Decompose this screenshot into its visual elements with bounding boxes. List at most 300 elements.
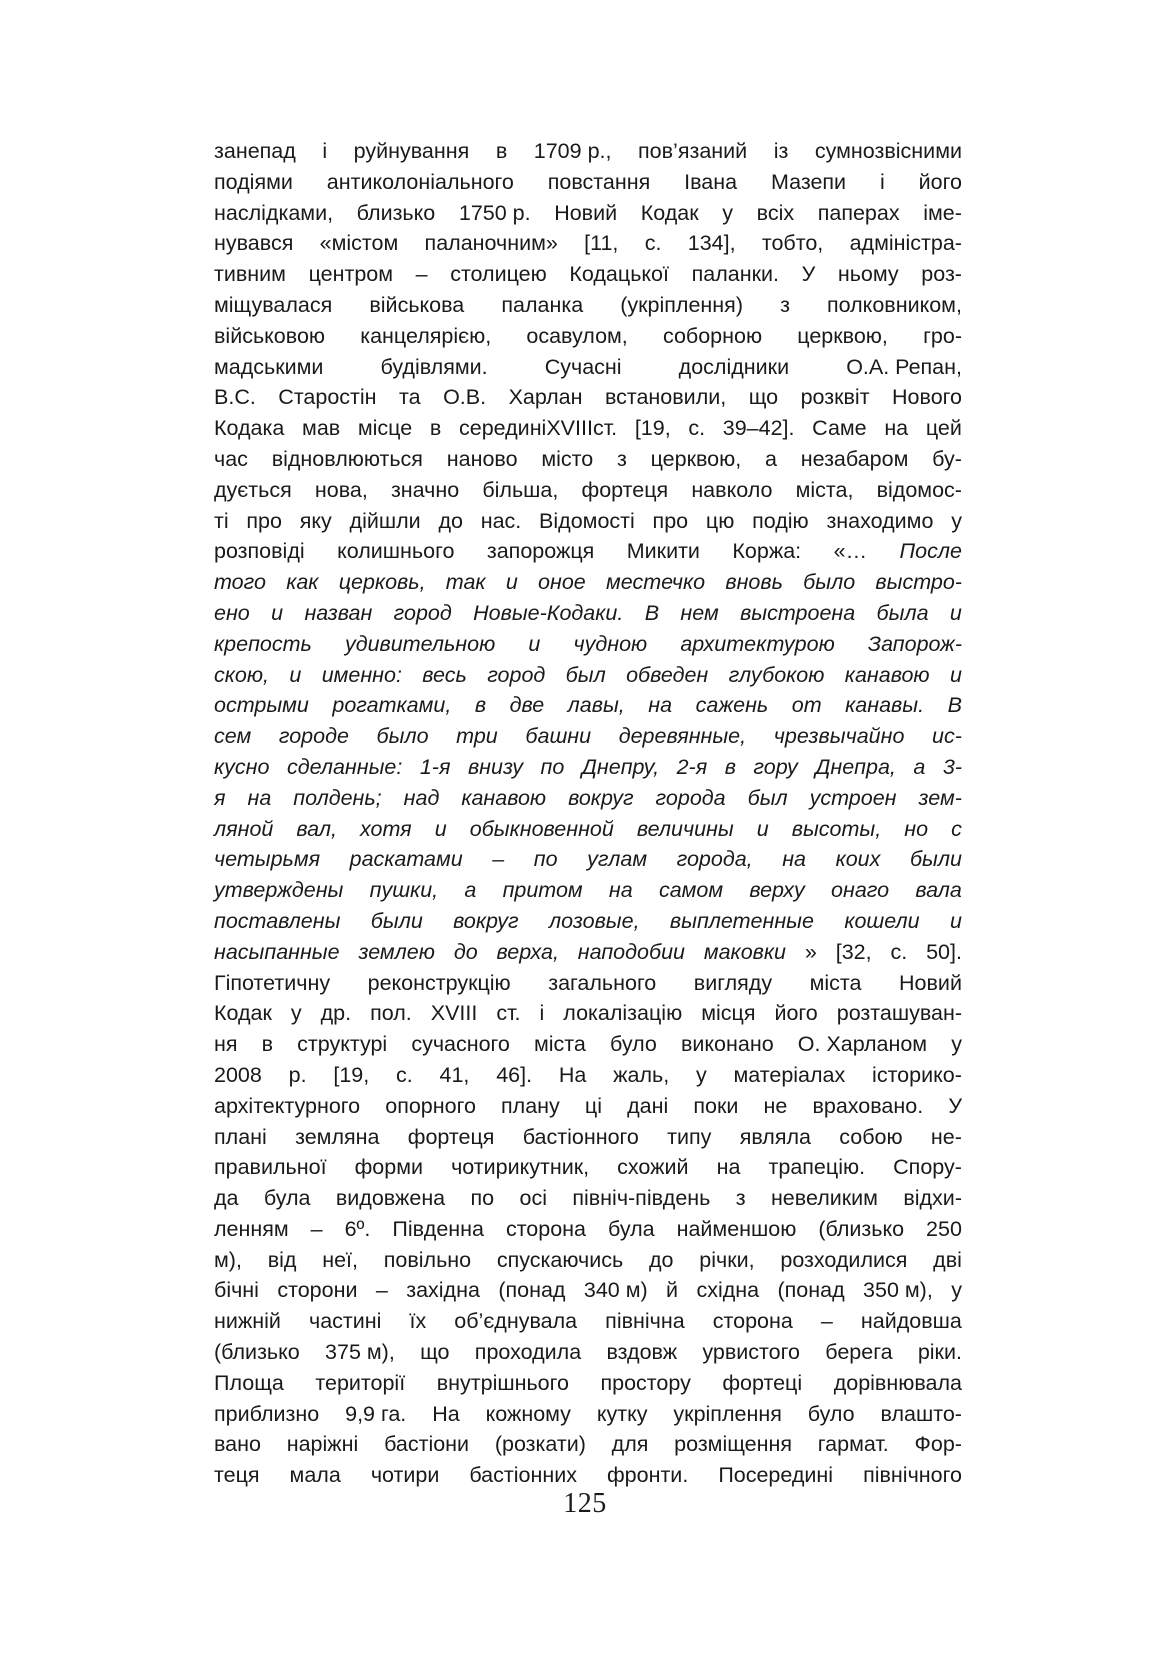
text-line [214, 1399, 962, 1430]
italic-quote-word: церковь, [338, 570, 426, 595]
word: Саме [812, 416, 867, 441]
word: місце [357, 416, 413, 441]
italic-quote-word: и [949, 600, 962, 625]
word: ст. [496, 1001, 521, 1026]
word: що [748, 385, 779, 410]
italic-quote-word: ис- [932, 724, 962, 749]
text-line [214, 567, 962, 598]
italic-quote-word: вокруг [453, 908, 519, 933]
word: незабаром [800, 446, 909, 471]
word: собою [839, 1124, 903, 1149]
word: значно [390, 477, 460, 502]
text-line [214, 1306, 962, 1337]
word: про [652, 508, 689, 533]
word: пол. [370, 1001, 412, 1026]
word: Старостін [278, 385, 377, 410]
text-line [214, 783, 962, 814]
word: об’єднувала [454, 1309, 578, 1334]
text-line [214, 1368, 962, 1399]
word: була [263, 1186, 311, 1211]
italic-quote-word: было [803, 570, 856, 595]
italic-quote-word: выплетенные [669, 908, 814, 933]
text-line [214, 1091, 962, 1122]
italic-quote-word: устроен [809, 785, 897, 810]
word: тивним [214, 262, 286, 287]
word: 9,9 га. [345, 1401, 407, 1426]
text-line [214, 1214, 962, 1245]
text-line [214, 352, 962, 383]
italic-quote-word: архитектурою [680, 631, 835, 656]
word: теця [214, 1463, 260, 1488]
word: Кодак [640, 200, 699, 225]
word: (близько [818, 1216, 905, 1241]
word: цей [925, 416, 962, 441]
word: Харлан [508, 385, 583, 410]
word: і [539, 1001, 545, 1026]
word: гро- [923, 323, 962, 348]
italic-quote-word: кусно [214, 754, 270, 779]
word: було [609, 1032, 657, 1057]
italic-quote-word: раскатами [349, 847, 463, 872]
word: від [267, 1247, 297, 1272]
word: опорного [385, 1093, 476, 1118]
word: 250 [926, 1216, 962, 1241]
word: 6º. [344, 1216, 371, 1241]
text-line [214, 598, 962, 629]
word: приблизно [214, 1401, 320, 1426]
text-line [214, 228, 962, 259]
italic-quote-word: чрезвычайно [773, 724, 905, 749]
word: на [716, 1155, 741, 1180]
text-line [214, 629, 962, 660]
word: ті [214, 508, 229, 533]
italic-quote-word: рогатками, [332, 693, 452, 718]
word: структурі [297, 1032, 388, 1057]
text-line [214, 198, 962, 229]
italic-quote-word: как [286, 570, 319, 595]
text-line [214, 660, 962, 691]
italic-quote-word: над [403, 785, 440, 810]
word: фортеці [722, 1370, 803, 1395]
word: схожий [617, 1155, 689, 1180]
italic-quote-word: вал, [296, 816, 337, 841]
italic-quote-word: притом [502, 878, 583, 903]
word: навколо [691, 477, 773, 502]
italic-quote-word: онаго [831, 878, 890, 903]
word: розташуван- [836, 1001, 962, 1026]
word: нувався [214, 231, 294, 256]
word: розквіт [800, 385, 870, 410]
italic-quote-word: в [724, 754, 736, 779]
italic-quote-word: кошели [844, 908, 920, 933]
italic-quote-word: были [909, 847, 962, 872]
word: Івана [684, 169, 738, 194]
word: і [879, 169, 885, 194]
word: Гіпотетичну [214, 970, 331, 995]
word: Кодацької [569, 262, 669, 287]
word: трапецію. [768, 1155, 866, 1180]
word: – [310, 1216, 323, 1241]
word: дорівнювала [833, 1370, 962, 1395]
italic-quote-word: верха, [496, 939, 559, 964]
word: – [415, 262, 428, 287]
word: була [607, 1216, 655, 1241]
word: 46]. [496, 1062, 533, 1087]
word: с. [688, 416, 706, 441]
word: нас. [480, 508, 522, 533]
text-line [214, 1060, 962, 1091]
word: відхи- [903, 1186, 962, 1211]
text-line [214, 906, 962, 937]
word: в [261, 1032, 274, 1057]
italic-quote-word: – [492, 847, 505, 872]
italic-quote-word: Днепра, [815, 754, 896, 779]
text-line [214, 752, 962, 783]
italic-quote-word: до [453, 939, 478, 964]
word: На [432, 1401, 460, 1426]
italic-quote-word: и [289, 662, 302, 687]
italic-quote-word: и [949, 662, 962, 687]
word: церквою, [797, 323, 888, 348]
word: сторона [505, 1216, 587, 1241]
word: бастіони [384, 1432, 470, 1457]
word: пов’язаний [638, 139, 748, 163]
page-number: 125 [563, 1488, 607, 1519]
word: у [951, 1032, 962, 1057]
italic-quote-word: гору [753, 754, 798, 779]
word: На [558, 1062, 587, 1087]
word: – [820, 1309, 833, 1334]
word: «… [833, 539, 868, 564]
word: до [648, 1247, 674, 1272]
word: дується [214, 477, 292, 502]
word: тобто, [761, 231, 824, 256]
word: сторони [277, 1278, 358, 1303]
italic-quote-word: четырьмя [214, 847, 321, 872]
italic-quote-word: величины [636, 816, 734, 841]
word: др. [320, 1001, 352, 1026]
italic-quote-word: внизу [467, 754, 523, 779]
word: соборною [662, 323, 763, 348]
italic-quote-word: зем- [918, 785, 962, 810]
italic-quote-word: скою, [214, 662, 269, 687]
italic-quote-word: но [904, 816, 929, 841]
word: мадськими [214, 354, 324, 379]
word: північного [863, 1463, 962, 1488]
word: Микити [626, 539, 700, 564]
word: правильної [214, 1155, 327, 1180]
word: для [611, 1432, 649, 1457]
word: подіями [214, 169, 293, 194]
word: військова [369, 292, 465, 317]
italic-quote-word: обыкновенной [469, 816, 614, 841]
word: паперах [817, 200, 900, 225]
word: військовою [214, 323, 326, 348]
italic-quote-word: сделанные: [286, 754, 403, 779]
word: мав [302, 416, 341, 441]
italic-quote-word: вокруг [568, 785, 634, 810]
text-line [214, 875, 962, 906]
text-line [214, 1245, 962, 1276]
word: плані [214, 1124, 267, 1149]
word: місця [701, 1001, 756, 1026]
word: наслідками, [214, 200, 334, 225]
italic-quote-word: В [947, 693, 962, 718]
italic-quote-word: было [376, 724, 429, 749]
italic-quote-word: ляной [214, 816, 274, 841]
word: ленням [214, 1216, 289, 1241]
italic-quote-word: пушки, [369, 878, 439, 903]
word: центром [308, 262, 394, 287]
italic-quote-word: утверждены [214, 878, 344, 903]
italic-quote-word: Новые-Кодаки. [473, 600, 624, 625]
word: (розкати) [494, 1432, 586, 1457]
word: його [774, 1001, 818, 1026]
word: влашто- [880, 1401, 962, 1426]
word: міщувалася [214, 292, 333, 317]
word: с. [396, 1062, 413, 1087]
word: (укріплення) [620, 292, 743, 317]
italic-quote-word: деревянные, [618, 724, 747, 749]
word: бу- [932, 446, 962, 471]
italic-quote-word: и [528, 631, 541, 656]
word: В.С. [214, 385, 256, 410]
italic-quote-word: на [648, 693, 673, 718]
word: у [722, 200, 734, 225]
word: спускаючись [496, 1247, 624, 1272]
word: [19, [634, 416, 671, 441]
word: а [764, 446, 777, 471]
italic-quote-word: и [271, 600, 284, 625]
word: укріплення [673, 1401, 782, 1426]
word: дані [627, 1093, 669, 1118]
word: з [780, 292, 790, 317]
word: О.А. Репан, [846, 354, 962, 379]
word: близько [356, 200, 436, 225]
word: гармат. [817, 1432, 889, 1457]
text-line [214, 1275, 962, 1306]
word: серединіXVIIIст. [458, 416, 618, 441]
word: Новий [554, 200, 618, 225]
word: фортеця [407, 1124, 495, 1149]
word: Новий [899, 970, 962, 995]
italic-quote-word: Запорож- [867, 631, 962, 656]
word: Площа [214, 1370, 284, 1395]
text-line [214, 259, 962, 290]
word: 1709 р., [533, 139, 612, 163]
italic-quote-word: землею [358, 939, 435, 964]
word: роз- [921, 262, 962, 287]
word: 134], [687, 231, 736, 256]
word: розповіді [214, 539, 305, 564]
italic-quote-word: город [487, 662, 546, 687]
italic-quote-word: был [747, 785, 788, 810]
word: колишнього [337, 539, 455, 564]
word: вигляду [693, 970, 773, 995]
word: його [918, 169, 962, 194]
word: чотири [370, 1463, 440, 1488]
text-line [214, 475, 962, 506]
word: полковником, [827, 292, 962, 317]
italic-quote-word: и [950, 908, 962, 933]
italic-quote-word: лозовые, [549, 908, 640, 933]
italic-quote-word: нем [680, 600, 719, 625]
word: Південна [392, 1216, 484, 1241]
word: іме- [923, 200, 962, 225]
italic-quote-word: вала [915, 878, 962, 903]
italic-quote-word: вновь [725, 570, 783, 595]
word: «містом [319, 231, 399, 256]
italic-quote-word: поставлены [214, 908, 341, 933]
word: по [470, 1186, 495, 1211]
text-line [214, 136, 962, 167]
italic-quote-word: крепость [214, 631, 312, 656]
word: неї, [322, 1247, 358, 1272]
italic-quote-word: а [913, 754, 926, 779]
word: р. [288, 1062, 307, 1087]
word: подію [752, 508, 809, 533]
italic-quote-word: три [456, 724, 498, 749]
italic-quote-word: чудною [573, 631, 648, 656]
italic-quote-word: удивительною [344, 631, 496, 656]
word: антиколоніального [326, 169, 514, 194]
word: невеликим [770, 1186, 878, 1211]
word: О. Харланом [797, 1032, 928, 1057]
word: » [804, 939, 817, 964]
word: у [695, 1062, 707, 1087]
word: вано [214, 1432, 261, 1457]
word: з [735, 1186, 746, 1211]
italic-quote-word: весь [422, 662, 467, 687]
italic-quote-word: город [393, 600, 452, 625]
word: паланочним» [424, 231, 558, 256]
word: частині [309, 1309, 382, 1334]
text-line [214, 1122, 962, 1153]
word: виконано [680, 1032, 774, 1057]
italic-quote-word: были [370, 908, 423, 933]
italic-quote-word: в [474, 693, 487, 718]
text-line [214, 937, 962, 968]
word: 39–42]. [722, 416, 795, 441]
italic-quote-word: на [608, 878, 633, 903]
word: всіх [756, 200, 795, 225]
word: чотирикутник, [451, 1155, 590, 1180]
italic-quote-word: 3- [942, 754, 962, 779]
word: берега [825, 1340, 893, 1365]
italic-quote-word: на [782, 847, 807, 872]
word: Нового [892, 385, 962, 410]
word: мала [289, 1463, 341, 1488]
text-line [214, 444, 962, 475]
word: Сучасні [544, 354, 622, 379]
italic-quote-word: 1-я [419, 754, 451, 779]
word: реконструкцію [367, 970, 511, 995]
word: про [246, 508, 282, 533]
italic-quote-word: города [655, 785, 726, 810]
word: найменшою [676, 1216, 797, 1241]
italic-quote-word: башни [525, 724, 592, 749]
italic-quote-word: две [509, 693, 545, 718]
italic-quote-word: углам [587, 847, 648, 872]
italic-quote-word: я [214, 785, 226, 810]
italic-quote-word: по [533, 847, 558, 872]
italic-quote-word: на [247, 785, 272, 810]
word: нижній [214, 1309, 281, 1334]
word: (понад [777, 1278, 845, 1303]
word: ньому [837, 262, 899, 287]
word: найдовша [860, 1309, 962, 1334]
word: північ-південь [572, 1186, 711, 1211]
word: не- [930, 1124, 962, 1149]
italic-quote-word: и [505, 570, 518, 595]
word: являла [739, 1124, 811, 1149]
italic-quote-word: того [214, 570, 266, 595]
word: відновлюються [271, 446, 423, 471]
word: цю [705, 508, 735, 533]
italic-quote-word: с [951, 816, 962, 841]
word: ріки. [917, 1340, 962, 1365]
italic-quote-word: обведен [626, 662, 709, 687]
word: (понад [498, 1278, 566, 1303]
italic-quote-word: местечко [606, 570, 706, 595]
italic-quote-word: верху [749, 878, 805, 903]
word: да [214, 1186, 239, 1211]
word: плану [501, 1093, 560, 1118]
word: Фор- [914, 1432, 962, 1457]
word: видовжена [335, 1186, 446, 1211]
word: в [429, 416, 442, 441]
italic-quote-word: наподобии [577, 939, 685, 964]
italic-quote-word: а [464, 878, 477, 903]
italic-quote-word: маковки [703, 939, 786, 964]
word: 41, [439, 1062, 470, 1087]
word: У [801, 262, 816, 287]
italic-quote-word: полдень; [293, 785, 382, 810]
italic-quote-word: насыпанные [214, 939, 340, 964]
word: повстання [547, 169, 651, 194]
word: кожному [485, 1401, 571, 1426]
word: ня [214, 1032, 238, 1057]
word: типу [667, 1124, 712, 1149]
word: 2008 [214, 1062, 262, 1087]
italic-quote-word: по [540, 754, 565, 779]
word: яку [299, 508, 332, 533]
italic-quote-word: самом [658, 878, 724, 903]
word: Кодак [214, 1001, 272, 1026]
word: – [375, 1278, 388, 1303]
word: Відомості [539, 508, 635, 533]
word: бічні [214, 1278, 259, 1303]
text-line [214, 1429, 962, 1460]
italic-quote-word: оное [538, 570, 586, 595]
word: локалізацію [563, 1001, 683, 1026]
word: з [616, 446, 627, 471]
word: 350 м), [863, 1278, 933, 1303]
word: сучасного [411, 1032, 510, 1057]
italic-quote-word: острыми [214, 693, 309, 718]
word: паланка [501, 292, 584, 317]
italic-quote-word: сем [214, 724, 252, 749]
text-line [214, 413, 962, 444]
text-line [214, 844, 962, 875]
word: 375 м), [325, 1340, 395, 1365]
word: канцелярією, [360, 323, 492, 348]
word: простору [600, 1370, 691, 1395]
word: жаль, [613, 1062, 670, 1087]
word: XVIII [430, 1001, 478, 1026]
word: осі [519, 1186, 547, 1211]
word: наново [446, 446, 518, 471]
